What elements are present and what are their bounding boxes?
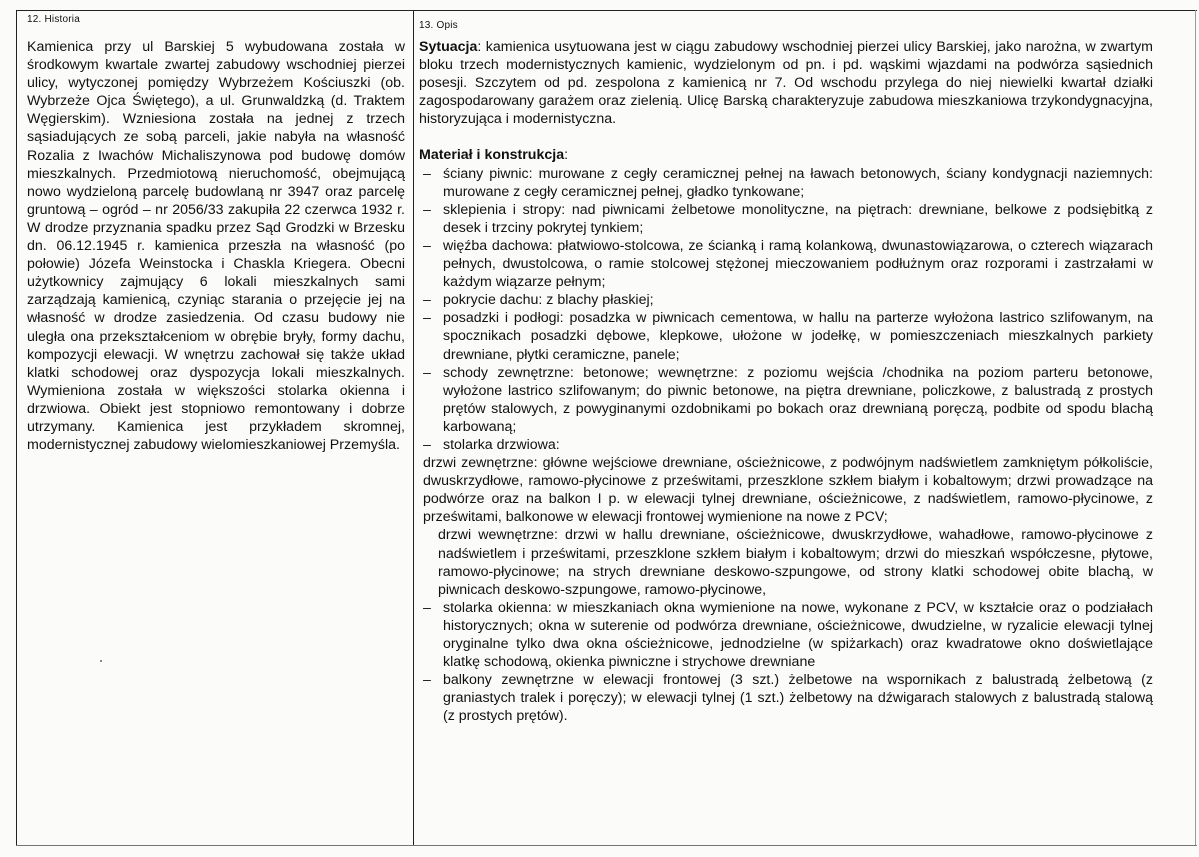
- material-heading-line: [419, 146, 1153, 164]
- list-item: – ściany piwnic: murowane z cegły ceramicznej pełnej na ławach betonowych, ściany kondygnacji naziemnych: murowane z cegły ceramicznej pełnej, gładko tynkowane;: [419, 165, 1153, 201]
- material-heading: Materiał i konstrukcja: [419, 147, 565, 164]
- material-list: [419, 165, 1153, 455]
- frame-bottom-rule: [16, 845, 1197, 846]
- scan-speck: [100, 660, 102, 662]
- list-item: – sklepienia i stropy: nad piwnicami żelbetowe monolityczne, na piętrach: drewniane, belkowe z podsiębitką z desek i trzciny pokrytej tynkiem;: [419, 201, 1153, 237]
- situation-text: : kamienica usytuowana jest w ciągu zabudowy wschodniej pierzei ulicy Barskiej, jako narożna, w zwartym bloku trzech modernistycznych kamienic, wydzielonym od pn. i pd. wąskimi wjazdami na podwórza sąsiednich posesji. Szczytem od pd. zespolona z kamienicą nr 7. Od wschodu przylega do niej niewielki kwartał działki zagospodarowany garażem oraz zielenią. Ulicę Barską charakteryzuje zabudowa mieszkaniowa trzykondygnacyjna, historyzująca i modernistyczna.: [419, 39, 1153, 128]
- material-heading-colon: :: [564, 147, 569, 164]
- description-section-label: 13. Opis: [419, 20, 458, 31]
- frame-left-rule: [16, 10, 17, 846]
- description-body: [419, 38, 1153, 725]
- situation-paragraph: [419, 38, 1153, 128]
- list-item: – stolarka okienna: w mieszkaniach okna wymienione na nowe, wykonane z PCV, w kształcie oraz o podziałach historycznych; okna w suterenie od podwórza drewniane, ościeżnicowe, dwudzielne, w ryzalicie elewacji tylnej oryginalne tylko dwa okna ościeżnicowe, jednodzielne (w spiżarkach) oraz kwadratowe okno doświetlające klatkę schodową, okienka piwniczne i strychowe drewniane: [419, 599, 1153, 671]
- frame-right-rule: [1195, 10, 1196, 846]
- column-divider: [413, 10, 414, 846]
- situation-heading: Sytuacja: [419, 39, 478, 55]
- door-exterior-paragraph: drzwi zewnętrzne: główne wejściowe drewniane, ościeżnicowe, z podwójnym nadświetlem zamkniętym półkoliście, dwuskrzydłowe, ramowo-płycinowe z prześwitami, przeszklone szkłem białym i kobaltowym; drzwi prowadzące na podwórze oraz na balkon I p. w elewacji tylnej drewniane, ościeżnicowe, z nadświetlem, ramowo-płycinowe, z prześwitami, balkonowe w elewacji frontowej wymienione na nowe z PCV;: [423, 455, 1153, 526]
- list-item: – więźba dachowa: płatwiowo-stolcowa, ze ścianką i ramą kolankową, dwunastowiązarowa, o czterech wiązarach pełnych, dwustolcowa, o ramie stolcowej stężonej mieczowaniem podłużnym oraz rozporami i zastrzałami w każdym wiązarze pełnym;: [419, 237, 1153, 291]
- history-section-label: 12. Historia: [27, 14, 80, 25]
- material-list-continued: [419, 599, 1153, 726]
- list-item: – stolarka drzwiowa:: [419, 436, 1153, 454]
- door-interior-paragraph: drzwi wewnętrzne: drzwi w hallu drewniane, ościeżnicowe, dwuskrzydłowe, wahadłowe, ramowo-płycinowe z nadświetlem i prześwitami, przeszklone szkłem białym i kobaltowym; drzwi do mieszkań współczesne, płytowe, ramowo-płycinowe; na strych drewniane deskowo-szpungowe, od strony klatki schodowej obite blachą, w piwnicach deskowo-szpungowe, ramowo-płycinowe,: [438, 527, 1153, 598]
- list-item: – posadzki i podłogi: posadzka w piwnicach cementowa, w hallu na parterze wyłożona lastrico szlifowanym, na spocznikach posadzki dębowe, klepkowe, ułożone w jodełkę, w pomieszczeniach mieszkalnych parkiety drewniane, płytki ceramiczne, panele;: [419, 309, 1153, 363]
- list-item: – schody zewnętrzne: betonowe; wewnętrzne: z poziomu wejścia /chodnika na poziom parteru betonowe, wyłożone lastrico szlifowanym; do piwnic betonowe, na piętra drewniane, policzkowe, z balustradą z prostych prętów stalowych, z powyginanymi ozdobnikami po bokach oraz drewnianą poręczą, podbite od spodu blachą karbowaną;: [419, 364, 1153, 436]
- list-item: – pokrycie dachu: z blachy płaskiej;: [419, 291, 1153, 309]
- list-item: – balkony zewnętrzne w elewacji frontowej (3 szt.) żelbetowe na wspornikach z balustradą żelbetową (z graniastych tralek i poręczy); w elewacji tylnej (1 szt.) żelbetowy na dźwigarach stalowych z balustradą stalową (z prostych prętów).: [419, 671, 1153, 725]
- history-text: Kamienica przy ul Barskiej 5 wybudowana została w środkowym kwartale zwartej zabudowy wschodniej pierzei ulicy, wytyczonej pomiędzy Wybrzeżem Kościuszki (ob. Wybrzeże Ojca Świętego), a ul. Grunwaldzką (d. Traktem Węgierskim). Wzniesiona została na jednej z trzech sąsiadujących ze sobą parceli, jakie nabyła na własność Rozalia z Iwachów Michaliszynowa pod budowę domów mieszkalnych. Przedmiotową nieruchomość, obejmującą nowo wydzieloną parcelę budowlaną nr 3947 oraz parcelę gruntową – ogród – nr 2056/33 zakupiła 22 czerwca 1932 r. W drodze przyznania spadku przez Sąd Grodzki w Brzesku dn. 06.12.1945 r. kamienica przeszła na własność (po połowie) Józefa Weinstocka i Chaskla Kriegera. Obecni użytkownicy zajmujący 6 lokali mieszkalnych sami zarządzają kamienicą, czyniąc starania o przejęcie jej na własność w drodze zasiedzenia. Od czasu budowy nie uległa ona przekształceniom w obrębie bryły, formy dachu, kompozycji elewacji. W wnętrzu zachował się także układ klatki schodowej oraz dyspozycja lokali mieszkalnych. Wymieniona została w większości stolarka okienna i drzwiowa. Obiekt jest stopniowo remontowany i dobrze utrzymany. Kamienica jest przykładem skromnej, modernistycznej zabudowy wielomieszkaniowej Przemyśla.: [27, 39, 405, 454]
- frame-top-rule: [16, 10, 1197, 11]
